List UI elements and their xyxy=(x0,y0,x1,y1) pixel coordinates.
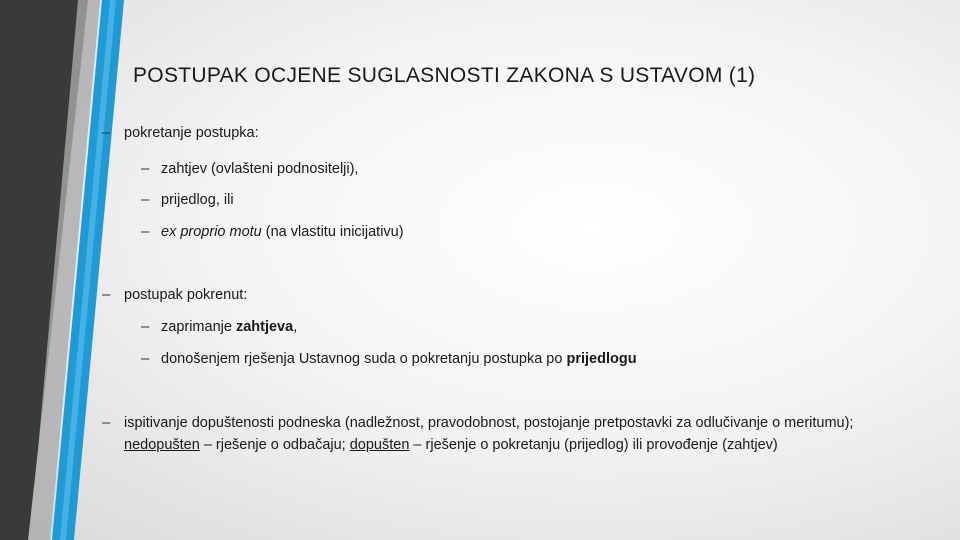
sub-bullet-ex-officio xyxy=(161,221,901,243)
sub-bullet-request: zahtjev (ovlašteni podnositelji), xyxy=(161,161,359,177)
sub-bullet-dash: – xyxy=(141,223,150,240)
sub-bullet-proposal: prijedlog, ili xyxy=(161,192,234,208)
bold-term: zahtjeva xyxy=(235,319,294,335)
underlined-term: dopušten xyxy=(349,437,410,453)
sub-bullet-dash: – xyxy=(141,318,150,335)
sub-bullet-dash: – xyxy=(141,191,150,208)
latin-phrase: ex proprio motu xyxy=(161,224,262,240)
bold-term: prijedlogu xyxy=(566,351,637,367)
text-span: donošenjem rješenja Ustavnog suda o pokretanju postupka po xyxy=(161,351,567,367)
bullet-admissibility xyxy=(124,412,904,456)
slide-title: POSTUPAK OCJENE SUGLASNOSTI ZAKONA S USTAVOM (1) xyxy=(133,64,756,87)
sub-bullet-dash: – xyxy=(141,350,150,367)
sub-bullet-dash: – xyxy=(141,160,150,177)
bullet-dash: – xyxy=(102,414,111,431)
underlined-term: nedopušten xyxy=(124,437,200,453)
sub-bullet-ruling xyxy=(161,348,901,370)
text-span: ispitivanje dopuštenosti podneska (nadležnost, pravodobnost, postojanje pretpostavki za odlučivanje o meritumu); xyxy=(124,415,854,431)
sub-bullet-receipt xyxy=(161,316,901,338)
text-span: – rješenje o pokretanju (prijedlog) ili provođenje (zahtjev) xyxy=(409,437,778,453)
bullet-dash: – xyxy=(102,286,111,303)
bullet-initiated: postupak pokrenut: xyxy=(124,287,248,303)
bullet-dash: – xyxy=(102,124,111,141)
text-span: , xyxy=(293,319,298,335)
text-span: zaprimanje xyxy=(161,319,236,335)
text-span: – rješenje o odbačaju; xyxy=(199,437,350,453)
bullet-initiation: pokretanje postupka: xyxy=(124,125,259,141)
latin-phrase-explanation: (na vlastitu inicijativu) xyxy=(261,224,404,240)
